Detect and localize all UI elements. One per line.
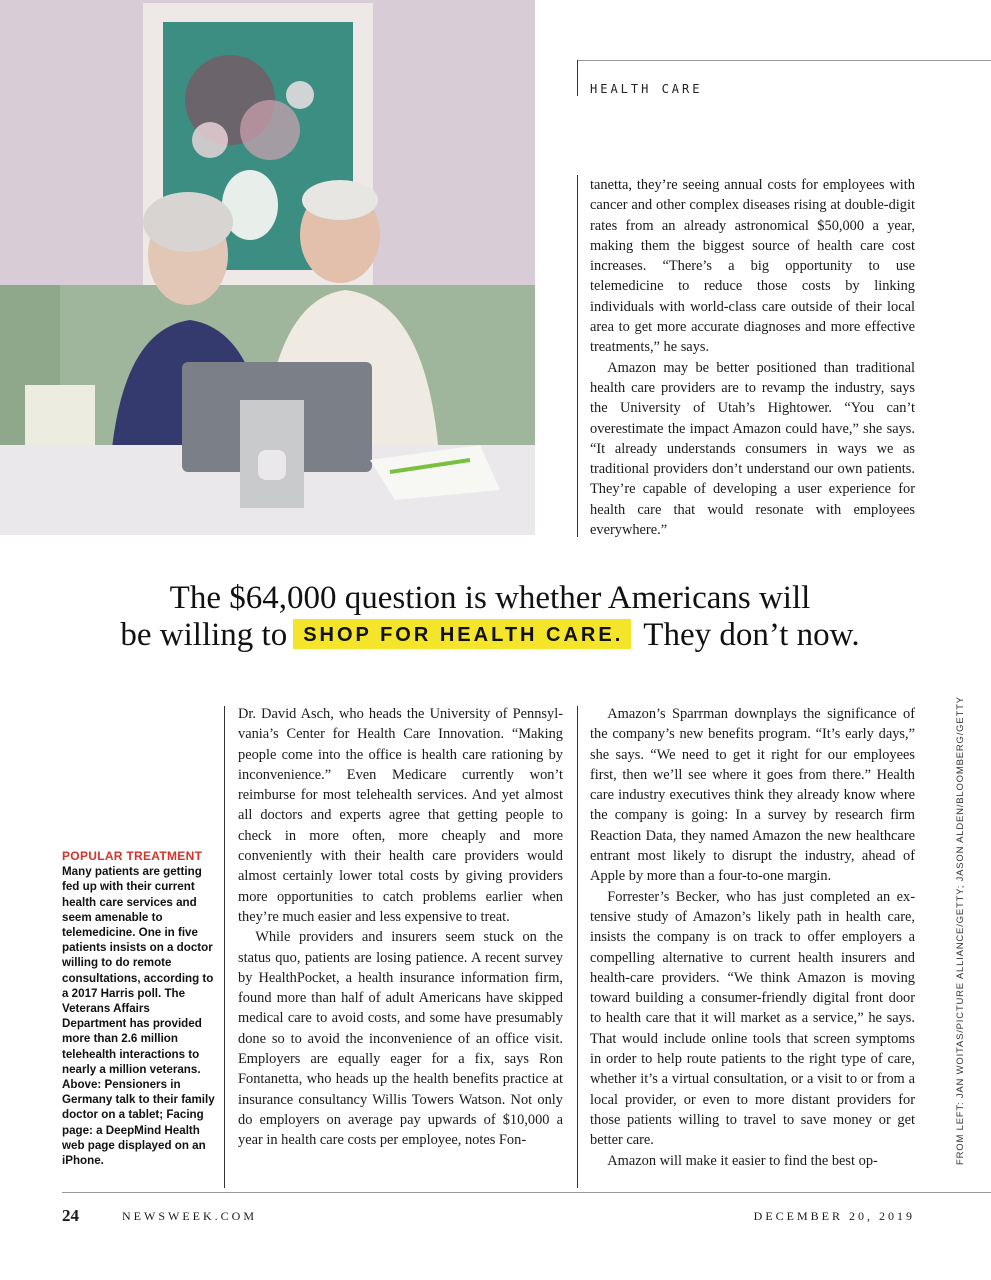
paragraph: While providers and insurers seem stuck on the status quo, patients are losing patience. A recent survey by HealthPocket, a health insurance information firm, found more than half of adult Americans have skipped medical care to avoid costs, and some have presumably done so to avoid the inconvenience of an office visit. Employers are equally eager for a fix, says Ron Fontanetta, who heads up the health benefits practice at insurance consultancy Willis Towers Watson. Not only do employers on average pay upwards of $10,000 a year in health care costs per employee, notes Fon- (238, 929, 563, 1149)
page-number: 24 (62, 1206, 79, 1225)
pull-quote-line2 (100, 617, 880, 654)
caption-text: Many patients are getting fed up with their current health care services and seem amenable to telemedicine. One in five patients insists on a doctor willing to do remote consultations, according to a 2017 Harris poll. The Veterans Affairs Department has provided more than 2.6 million telehealth interactions to nearly a million veterans. Above: Pensioners in Germany talk to their family doctor on a tablet; Facing page: a DeepMind Health web page displayed on an iPhone. (62, 865, 215, 1168)
paragraph: tanetta, they’re seeing annual costs for employees with cancer and other complex diseases rising at double-digit rates from an already astronomical $50,000 a year, making them the biggest source of health care cost increases. “There’s a big opportunity to use telemedicine to reduce those costs by linking individuals with world-class care outside of their local area to get more accurate diagnoses and more effective treatments,” he says. (590, 177, 915, 356)
photo-caption (62, 849, 217, 1168)
column-2 (238, 704, 563, 1151)
pull-quote-before: be willing to (120, 617, 288, 653)
top-column (590, 175, 915, 540)
column-3 (590, 704, 915, 1171)
column-divider (577, 175, 578, 537)
paragraph: Dr. David Asch, who heads the University of Pennsylvania’s Center for Health Care Innovation. “Making people come into the office is health care rationing by inconvenience.” Even Medicare currently won’t reimburse for most telehealth services. And yet almost all doctors and experts agree that getting people to check in more often, more cheaply and more conveniently with their health care providers would almost certainly lower total costs by giving providers more opportunities to catch problems earlier when they’re much easier and less expensive to treat. (238, 706, 563, 925)
footer-rule (62, 1192, 991, 1193)
photo-icon (0, 0, 535, 535)
pull-quote-highlight: SHOP FOR HEALTH CARE. (293, 619, 631, 649)
section-divider (577, 60, 578, 96)
top-rule (577, 60, 991, 61)
paragraph: Amazon will make it easier to find the best op- (607, 1152, 878, 1169)
pull-quote-after: They don’t now. (643, 617, 860, 653)
paragraph: Forrester’s Becker, who has just completed an extensive study of Amazon’s likely path in health care, insists the company is on track to offer employers a compelling alternative to current health insurers and health-care providers. “We think Amazon is moving toward building a consumer-friendly digital front door to health care that it will market as a service,” he says. That would include online tools that screen symptoms in order to help route patients to the right type of care, whether it’s a virtual consultation, or a visit to or from a local provider, or even to more distant providers for those patients willing to travel to save money or get better care. (590, 888, 915, 1149)
pull-quote (100, 580, 880, 654)
paragraph: Amazon may be better positioned than traditional health care providers are to revamp the industry, says the University of Utah’s Hightower. “You can’t overestimate the impact Amazon could have,” she says. “It already understands consumers in ways we as traditional providers don’t understand our own patients. They’re capable of developing a user experience for health care that would resonate with employees everywhere.” (590, 359, 915, 539)
photo-credit: FROM LEFT: JAN WOITAS/PICTURE ALLIANCE/GETTY; JASON ALDEN/BLOOMBERG/GETTY (955, 696, 966, 1165)
issue-date: DECEMBER 20, 2019 (753, 1209, 915, 1223)
paragraph: Amazon’s Sparrman downplays the significance of the company’s new benefits program. “It’s early days,” she says. “We need to get it right for our employees first, then we’ll see where it goes from there.” Health care industry executives think they already know where the company is going: In a survey by research firm Reaction Data, they named Amazon the new healthcare entrant most likely to disrupt the industry, ahead of Apple by more than a four-to-one margin. (590, 706, 915, 885)
column-divider (224, 706, 225, 1188)
article-photo (0, 0, 535, 535)
section-label: HEALTH CARE (590, 82, 703, 96)
pull-quote-line1: The $64,000 question is whether Americans will (169, 580, 811, 616)
caption-heading: POPULAR TREATMENT (62, 849, 203, 863)
publication-name: NEWSWEEK.COM (122, 1209, 257, 1223)
column-divider (577, 706, 578, 1188)
